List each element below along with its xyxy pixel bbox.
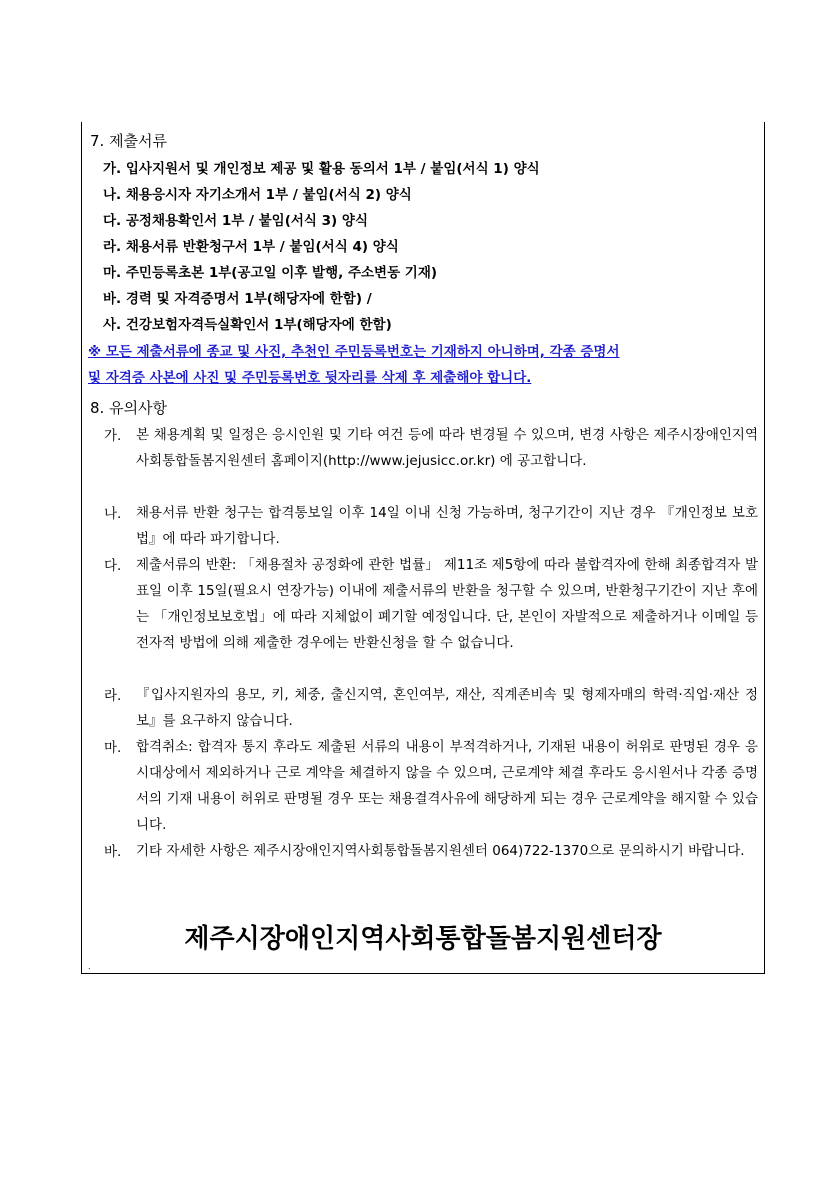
- item-marker: 마.: [103, 265, 122, 281]
- item-marker: 나.: [103, 187, 122, 203]
- submission-note-line-2: 및 자격증 사본에 사진 및 주민등록번호 뒷자리를 삭제 후 제출해야 합니다.: [88, 370, 532, 386]
- item-marker: 바.: [103, 291, 122, 307]
- section-8-item-6-marker: 바.: [104, 844, 122, 860]
- item-text: 주민등록초본 1부(공고일 이후 발행, 주소변동 기재): [125, 265, 438, 281]
- section-8-item-3-marker: 다.: [104, 558, 122, 574]
- stray-mark: .: [88, 962, 91, 971]
- item-text: 입사지원서 및 개인정보 제공 및 활용 동의서 1부 / 붙임(서식 1) 양식: [125, 161, 540, 177]
- signature-center-director: 제주시장애인지역사회통합돌봄지원센터장: [184, 924, 662, 954]
- section-8-item-4-text: 『입사지원자의 용모, 키, 체중, 출신지역, 혼인여부, 재산, 직계존비속 및 형제자매의 학력·직업·재산 정보』를 요구하지 않습니다.: [136, 687, 758, 729]
- item-text: 채용응시자 자기소개서 1부 / 붙임(서식 2) 양식: [125, 187, 412, 203]
- item-text: 공정채용확인서 1부 / 붙임(서식 3) 양식: [125, 213, 369, 229]
- item-marker: 사.: [103, 317, 122, 333]
- section-7-heading: 7. 제출서류: [90, 132, 168, 150]
- section-8-item-2-marker: 나.: [104, 506, 122, 522]
- section-8-item-5-text: 합격취소: 합격자 통지 후라도 제출된 서류의 내용이 부적격하거나, 기재된 내용이 허위로 판명된 경우 응시대상에서 제외하거나 근로 계약을 체결하지 않을 수 있으며, 근로계약 체결 후라도 응시원서나 각종 증명서의 기재 내용이 허위로 판명될 경우 또는 채용결격사유에 해당하게 되는 경우 근로계약을 해지할 수 있습니다.: [136, 739, 758, 833]
- section-8-item-2-text: 채용서류 반환 청구는 합격통보일 이후 14일 이내 신청 가능하며, 청구기간이 지난 경우 『개인정보 보호법』에 따라 파기합니다.: [136, 505, 758, 547]
- section-7-item-3: [103, 211, 368, 231]
- item-marker: 가.: [103, 161, 122, 177]
- item-text: 채용서류 반환청구서 1부 / 붙임(서식 4) 양식: [125, 239, 399, 255]
- section-7-item-5: [103, 263, 437, 283]
- section-7-item-6: [103, 289, 372, 309]
- item-marker: 라.: [103, 239, 122, 255]
- section-8-item-1-marker: 가.: [104, 428, 122, 444]
- section-8-item-4-marker: 라.: [104, 688, 122, 704]
- section-7-item-1: [103, 159, 540, 179]
- section-7-item-2: [103, 185, 412, 205]
- section-8-item-5-marker: 마.: [104, 740, 122, 756]
- section-7-item-7: [103, 315, 392, 335]
- section-7-item-4: [103, 237, 399, 257]
- item-text: 경력 및 자격증명서 1부(해당자에 한함) /: [125, 291, 372, 307]
- submission-note-line-1: ※ 모든 제출서류에 종교 및 사진, 추천인 주민등록번호는 기재하지 아니하며, 각종 증명서: [88, 344, 620, 360]
- item-text: 건강보험자격득실확인서 1부(해당자에 한함): [125, 317, 392, 333]
- section-8-item-6-text: 기타 자세한 사항은 제주시장애인지역사회통합돌봄지원센터 064)722-1370으로 문의하시기 바랍니다.: [136, 843, 745, 859]
- section-8-item-3-text: 제출서류의 반환: 「채용절차 공정화에 관한 법률」 제11조 제5항에 따라 불합격자에 한해 최종합격자 발표일 이후 15일(필요시 연장가능) 이내에 제출서류의 반환을 청구할 수 있으며, 반환청구기간이 지난 후에는 「개인정보보호법」에 따라 지체없이 폐기할 예정입니다. 단, 본인이 자발적으로 제출하거나 이메일 등 전자적 방법에 의해 제출한 경우에는 반환신청을 할 수 없습니다.: [136, 557, 758, 651]
- section-8-heading: 8. 유의사항: [90, 399, 168, 417]
- item-marker: 다.: [103, 213, 122, 229]
- section-8-item-1-text: 본 채용계획 및 일정은 응시인원 및 기타 여건 등에 따라 변경될 수 있으며, 변경 사항은 제주시장애인지역사회통합돌봄지원센터 홈페이지(http://www.jejusicc.or.kr) 에 공고합니다.: [136, 427, 758, 469]
